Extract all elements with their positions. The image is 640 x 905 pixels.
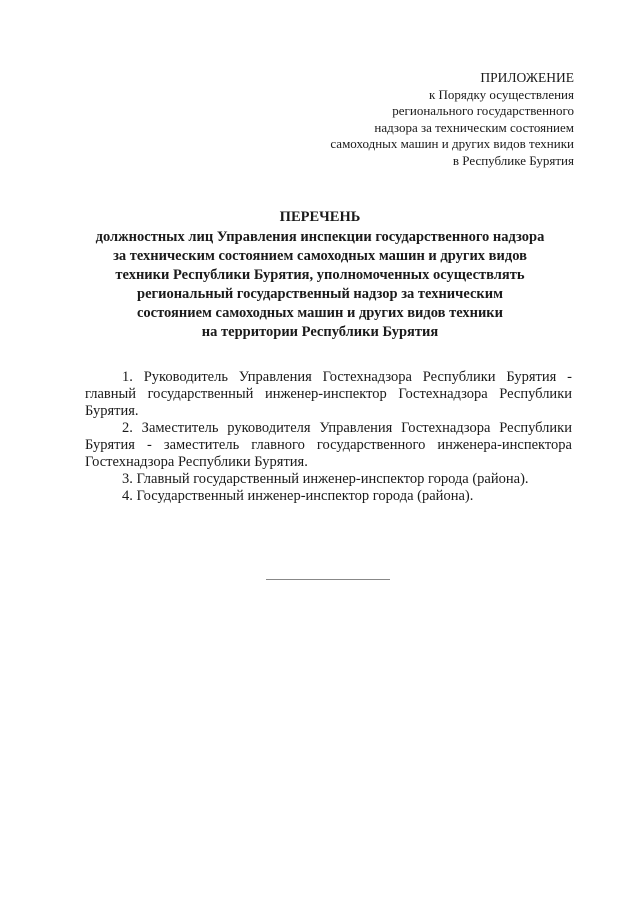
document-subtitle-line: должностных лиц Управления инспекции государственного надзора [95,229,545,245]
appendix-block [274,70,574,169]
appendix-line: в Республике Бурятия [452,152,574,168]
document-heading [60,208,580,342]
document-subtitle-line: за техническим состоянием самоходных машин и других видов [113,248,527,264]
appendix-line: к Порядку осуществления [428,86,574,102]
document-title: ПЕРЕЧЕНЬ [279,209,361,225]
officials-list [85,369,572,505]
appendix-line: регионального государственного [392,103,574,118]
list-item: 1. Руководитель Управления Гостехнадзора Республики Бурятия - главный государственный инженер-инспектор Гостехнадзора Республики Бурятия. [85,369,572,419]
appendix-line: самоходных машин и других видов техники [330,136,574,151]
list-item: 4. Государственный инженер-инспектор города (района). [122,488,474,504]
list-item: 2. Заместитель руководителя Управления Гостехнадзора Республики Бурятия - заместитель главного государственного инженера-инспектора Гостехнадзора Республики Бурятия. [85,420,572,470]
document-subtitle-line: на территории Республики Бурятия [201,324,439,340]
document-subtitle-line: техники Республики Бурятия, уполномоченных осуществлять [115,267,525,283]
list-item: 3. Главный государственный инженер-инспектор города (района). [122,471,529,487]
appendix-title: ПРИЛОЖЕНИЕ [480,70,574,85]
appendix-line: надзора за техническим состоянием [374,119,574,135]
document-subtitle-line: региональный государственный надзор за техническим [137,286,503,302]
document-subtitle-line: состоянием самоходных машин и других видов техники [136,305,504,321]
closing-divider [266,579,390,580]
